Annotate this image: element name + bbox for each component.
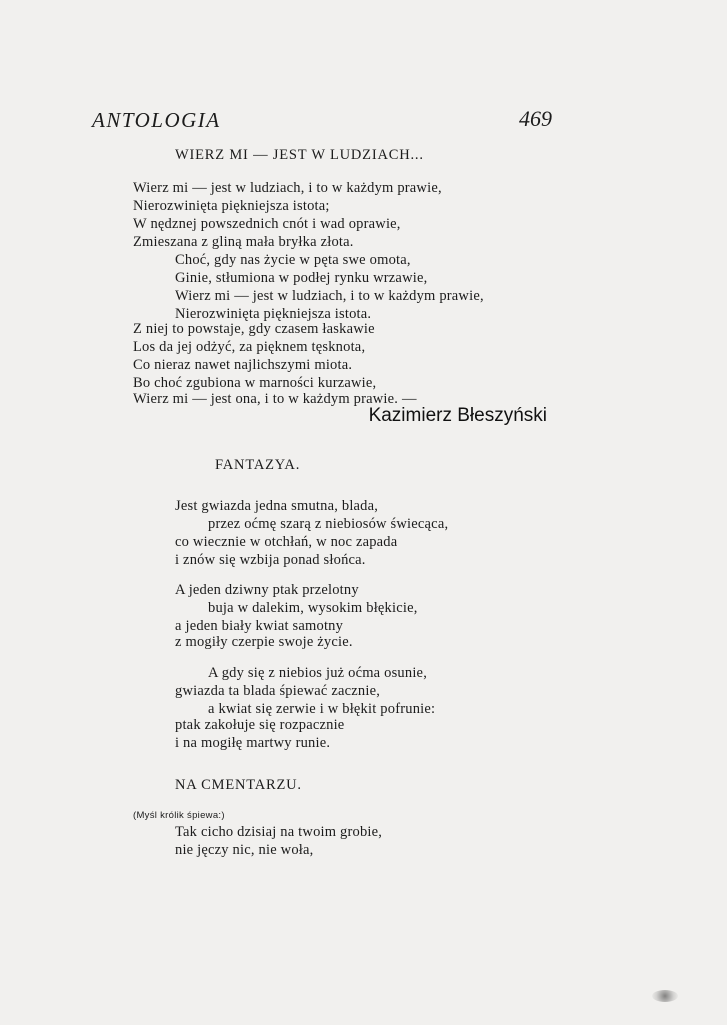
poem-line: ptak zakołuje się rozpacznie	[175, 717, 345, 733]
poem-line: Zmieszana z gliną mała bryłka złota.	[133, 234, 354, 250]
poem-line: Z niej to powstaje, gdy czasem łaskawie	[133, 321, 375, 337]
poem-title-na-cmentarzu: NA CMENTARZU.	[175, 777, 302, 793]
poem-line: nie jęczy nic, nie woła,	[175, 842, 314, 858]
poem-line: z mogiły czerpie swoje życie.	[175, 634, 353, 650]
poem-line: buja w dalekim, wysokim błękicie,	[208, 600, 418, 616]
poem-line: Bo choć zgubiona w marności kurzawie,	[133, 375, 377, 391]
poem-line: gwiazda ta blada śpiewać zacznie,	[175, 683, 381, 699]
poem-title-wierz-mi: WIERZ MI — JEST W LUDZIACH...	[175, 147, 424, 163]
poem-line: Nierozwinięta piękniejsza istota;	[133, 198, 330, 214]
poem-line: Co nieraz nawet najlichszymi miota.	[133, 357, 353, 373]
author-signature: Kazimierz Błeszyński	[368, 405, 547, 426]
poem-line: Ginie, stłumiona w podłej rynku wrzawie,	[175, 270, 428, 286]
poem-line: Tak cicho dzisiaj na twoim grobie,	[175, 824, 383, 840]
poem-line: W nędznej powszednich cnót i wad oprawie,	[133, 216, 401, 232]
poem-line: co wiecznie w otchłań, w noc zapada	[175, 534, 398, 550]
poem-line: A jeden dziwny ptak przelotny	[175, 582, 359, 598]
speaker-note: (Myśl królik śpiewa:)	[133, 810, 225, 821]
poem-line: Wierz mi — jest w ludziach, i to w każdym prawie,	[133, 180, 442, 196]
poem-line: a kwiat się zerwie i w błękit pofrunie:	[208, 701, 436, 717]
poem-line: Choć, gdy nas życie w pęta swe omota,	[175, 252, 411, 268]
poem-line: A gdy się z niebios już oćma osunie,	[208, 665, 428, 681]
poem-line: i znów się wzbija ponad słońca.	[175, 552, 366, 568]
poem-line: i na mogiłę martwy runie.	[175, 735, 331, 751]
poem-line: Wierz mi — jest w ludziach, i to w każdym prawie,	[175, 288, 484, 304]
poem-line: Nierozwinięta piękniejsza istota.	[175, 306, 372, 322]
poem-line: a jeden biały kwiat samotny	[175, 618, 344, 634]
poem-line: przez oćmę szarą z niebiosów świecąca,	[208, 516, 449, 532]
poem-line: Jest gwiazda jedna smutna, blada,	[175, 498, 379, 514]
ink-smudge	[652, 990, 678, 1002]
poem-line: Wierz mi — jest ona, i to w każdym prawie. —	[133, 391, 417, 407]
running-head: ANTOLOGIA	[92, 108, 221, 132]
poem-line: Los da jej odżyć, za pięknem tęsknota,	[133, 339, 366, 355]
poem-title-fantazya: FANTAZYA.	[215, 457, 301, 473]
page-number: 469	[519, 106, 552, 131]
